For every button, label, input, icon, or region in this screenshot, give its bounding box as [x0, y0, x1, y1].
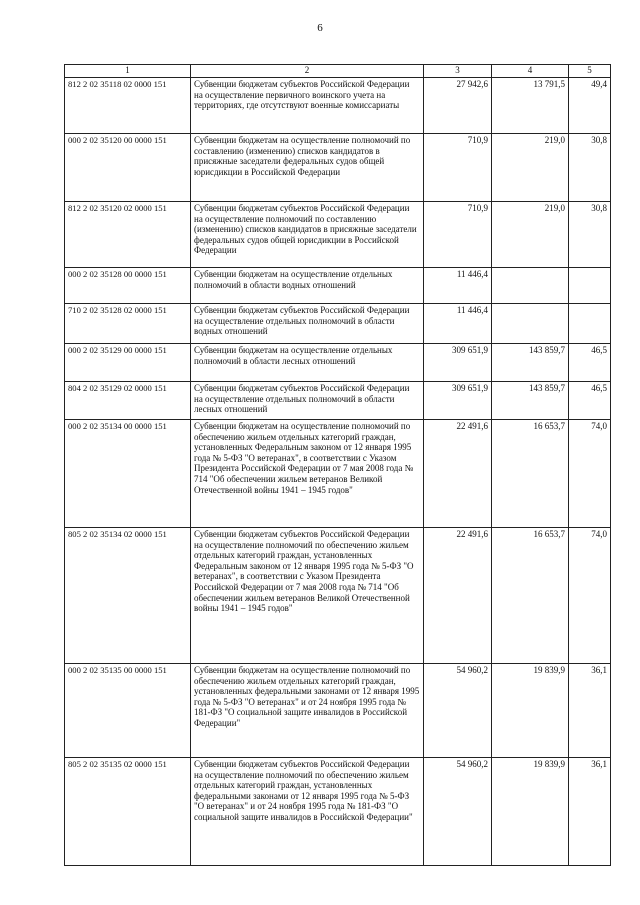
plan-amount-cell: 54 960,2	[424, 758, 492, 866]
executed-amount-cell	[492, 304, 569, 344]
table-row	[65, 382, 611, 420]
description-cell: Субвенции бюджетам на осуществление полномочий по составлению (изменению) списков кандидатов в присяжные заседатели федеральных судов общей юрисдикции в Российской Федерации	[191, 134, 424, 202]
table-row	[65, 344, 611, 382]
budget-code-cell: 000 2 02 35134 00 0000 151	[65, 420, 191, 528]
executed-amount-cell: 219,0	[492, 202, 569, 268]
description-cell: Субвенции бюджетам субъектов Российской Федерации на осуществление первичного воинского учета на территориях, где отсутствуют военные комиссариаты	[191, 78, 424, 134]
budget-code-cell: 000 2 02 35135 00 0000 151	[65, 664, 191, 758]
table-header-row	[65, 65, 611, 78]
budget-code-cell: 710 2 02 35128 02 0000 151	[65, 304, 191, 344]
page-number: 6	[317, 22, 323, 34]
budget-code-cell: 812 2 02 35120 02 0000 151	[65, 202, 191, 268]
executed-amount-cell: 143 859,7	[492, 382, 569, 420]
budget-code-cell: 804 2 02 35129 02 0000 151	[65, 382, 191, 420]
description-cell: Субвенции бюджетам субъектов Российской Федерации на осуществление полномочий по обеспечению жильем отдельных категорий граждан, установленных федеральными законами от 12 января 1995 года № 5-ФЗ "О ветеранах" и от 24 ноября 1995 года № 181-ФЗ "О социальной защите инвалидов в Российской Федерации"	[191, 758, 424, 866]
budget-code-cell: 000 2 02 35128 00 0000 151	[65, 268, 191, 304]
budget-code-cell: 000 2 02 35120 00 0000 151	[65, 134, 191, 202]
table-row	[65, 202, 611, 268]
budget-code-cell: 000 2 02 35129 00 0000 151	[65, 344, 191, 382]
description-cell: Субвенции бюджетам субъектов Российской Федерации на осуществление полномочий по обеспечению жильем отдельных категорий граждан, установленных Федеральным законом от 12 января 1995 года № 5-ФЗ "О ветеранах", в соответствии с Указом Президента Российской Федерации от 7 мая 2008 года № 714 "Об обеспечении жильем ветеранов Великой Отечественной войны 1941 – 1945 годов"	[191, 528, 424, 664]
column-header: 4	[492, 65, 569, 78]
description-cell: Субвенции бюджетам на осуществление полномочий по обеспечению жильем отдельных категорий граждан, установленных федеральными законами от 12 января 1995 года № 5-ФЗ "О ветеранах" и от 24 ноября 1995 года № 181-ФЗ "О социальной защите инвалидов в Российской Федерации"	[191, 664, 424, 758]
table-row	[65, 134, 611, 202]
executed-amount-cell: 219,0	[492, 134, 569, 202]
description-cell: Субвенции бюджетам на осуществление отдельных полномочий в области водных отношений	[191, 268, 424, 304]
description-cell: Субвенции бюджетам на осуществление полномочий по обеспечению жильем отдельных категорий граждан, установленных Федеральным законом от 12 января 1995 года № 5-ФЗ "О ветеранах", в соответствии с Указом Президента Российской Федерации от 7 мая 2008 года № 714 "Об обеспечении жильем ветеранов Великой Отечественной войны 1941 – 1945 годов"	[191, 420, 424, 528]
table-row	[65, 268, 611, 304]
plan-amount-cell: 710,9	[424, 202, 492, 268]
plan-amount-cell: 11 446,4	[424, 268, 492, 304]
table-row	[65, 528, 611, 664]
column-header: 2	[191, 65, 424, 78]
executed-amount-cell: 16 653,7	[492, 420, 569, 528]
percent-cell: 49,4	[569, 78, 611, 134]
plan-amount-cell: 27 942,6	[424, 78, 492, 134]
plan-amount-cell: 309 651,9	[424, 382, 492, 420]
plan-amount-cell: 309 651,9	[424, 344, 492, 382]
description-cell: Субвенции бюджетам субъектов Российской Федерации на осуществление отдельных полномочий в области водных отношений	[191, 304, 424, 344]
executed-amount-cell: 143 859,7	[492, 344, 569, 382]
table-row	[65, 758, 611, 866]
percent-cell: 30,8	[569, 202, 611, 268]
plan-amount-cell: 11 446,4	[424, 304, 492, 344]
budget-table	[64, 64, 611, 866]
percent-cell: 46,5	[569, 344, 611, 382]
description-cell: Субвенции бюджетам субъектов Российской Федерации на осуществление отдельных полномочий в области лесных отношений	[191, 382, 424, 420]
column-header: 3	[424, 65, 492, 78]
plan-amount-cell: 22 491,6	[424, 528, 492, 664]
budget-code-cell: 812 2 02 35118 02 0000 151	[65, 78, 191, 134]
percent-cell: 36,1	[569, 758, 611, 866]
table-row	[65, 664, 611, 758]
table-row	[65, 78, 611, 134]
description-cell: Субвенции бюджетам субъектов Российской Федерации на осуществление полномочий по составлению (изменению) списков кандидатов в присяжные заседатели федеральных судов общей юрисдикции в Российской Федерации	[191, 202, 424, 268]
percent-cell: 36,1	[569, 664, 611, 758]
column-header: 5	[569, 65, 611, 78]
column-header: 1	[65, 65, 191, 78]
budget-code-cell: 805 2 02 35135 02 0000 151	[65, 758, 191, 866]
table-row	[65, 304, 611, 344]
plan-amount-cell: 22 491,6	[424, 420, 492, 528]
executed-amount-cell: 13 791,5	[492, 78, 569, 134]
executed-amount-cell: 19 839,9	[492, 758, 569, 866]
percent-cell: 46,5	[569, 382, 611, 420]
budget-code-cell: 805 2 02 35134 02 0000 151	[65, 528, 191, 664]
table-row	[65, 420, 611, 528]
percent-cell: 74,0	[569, 528, 611, 664]
percent-cell: 30,8	[569, 134, 611, 202]
plan-amount-cell: 710,9	[424, 134, 492, 202]
plan-amount-cell: 54 960,2	[424, 664, 492, 758]
executed-amount-cell: 19 839,9	[492, 664, 569, 758]
table-body	[65, 78, 611, 866]
executed-amount-cell: 16 653,7	[492, 528, 569, 664]
percent-cell: 74,0	[569, 420, 611, 528]
percent-cell	[569, 304, 611, 344]
executed-amount-cell	[492, 268, 569, 304]
description-cell: Субвенции бюджетам на осуществление отдельных полномочий в области лесных отношений	[191, 344, 424, 382]
percent-cell	[569, 268, 611, 304]
